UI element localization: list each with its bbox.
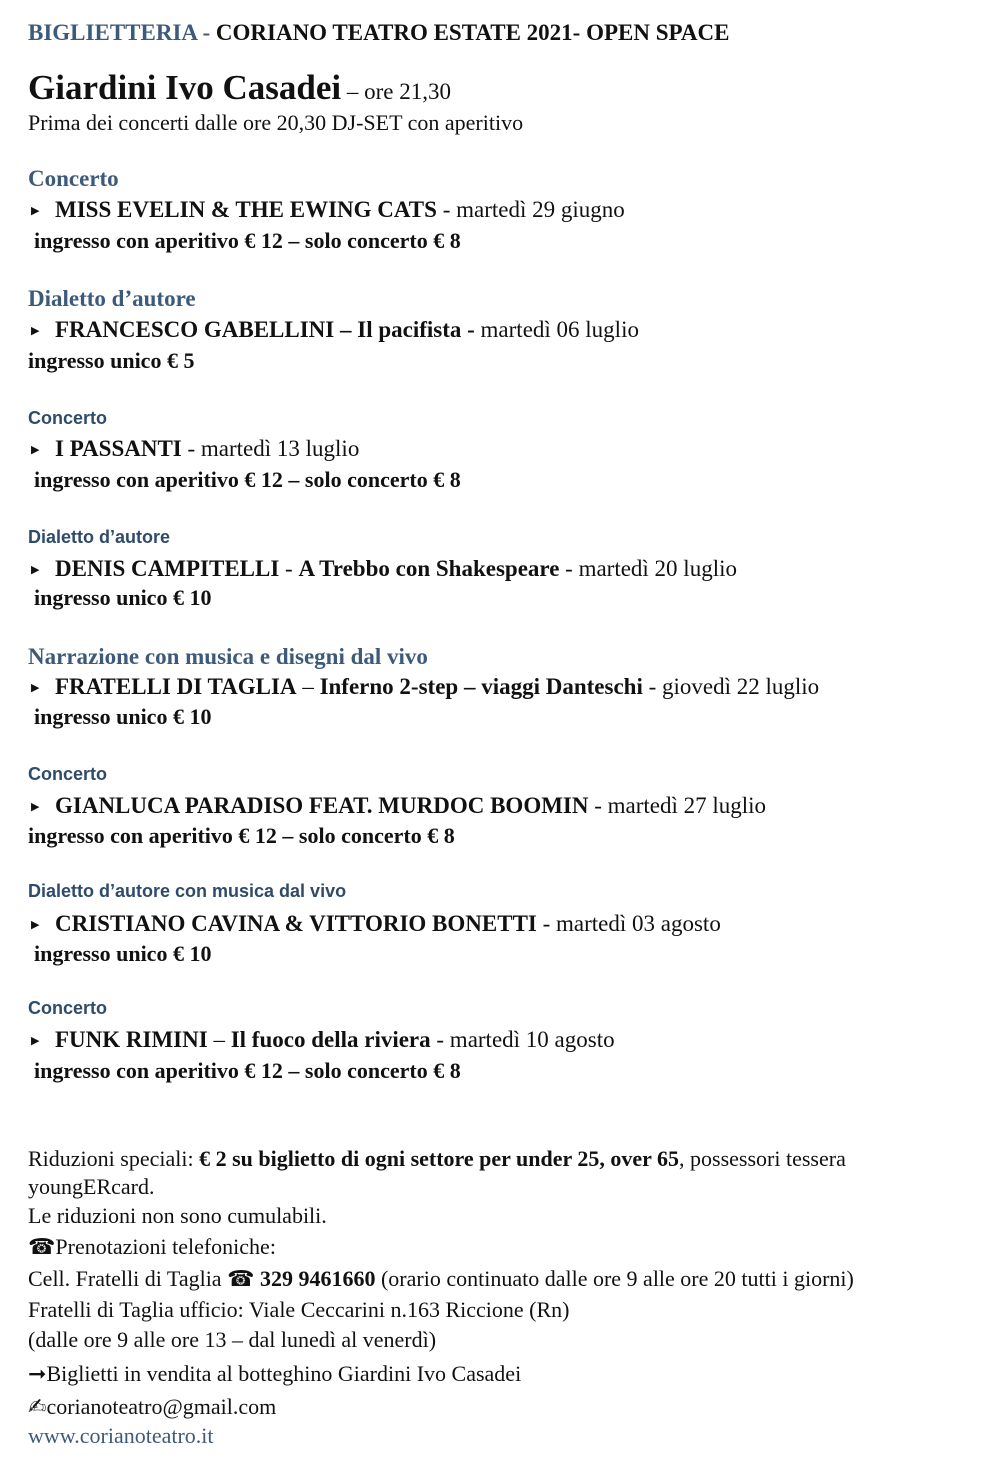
event-date: - martedì 27 luglio	[588, 793, 767, 818]
venue-name: Giardini Ivo Casadei	[28, 68, 342, 107]
event-line	[31, 911, 721, 937]
event-price: ingresso con aperitivo € 12 – solo concerto € 8	[34, 1058, 461, 1083]
event-category: Concerto	[28, 166, 119, 191]
event-date: - martedì 20 luglio	[559, 556, 737, 581]
event-show: Il fuoco della riviera	[230, 1027, 431, 1052]
phone-booking-line	[28, 1234, 276, 1260]
event-artist: FRANCESCO GABELLINI – Il pacifista -	[55, 317, 475, 342]
event-category: Concerto	[28, 408, 108, 428]
event-date: - martedì 10 agosto	[430, 1027, 615, 1052]
triangle-right-icon: ▶	[31, 1034, 40, 1047]
email-line	[28, 1394, 276, 1420]
triangle-right-icon: ▶	[31, 800, 40, 813]
event-price: ingresso unico € 10	[34, 941, 212, 966]
venue-title	[28, 68, 451, 108]
venue-subtitle: Prima dei concerti dalle ore 20,30 DJ-SET con aperitivo	[28, 110, 524, 135]
office-hours: (dalle ore 9 alle ore 13 – dal lunedì al venerdì)	[28, 1327, 437, 1352]
event-line	[31, 317, 639, 343]
office-line: Fratelli di Taglia ufficio: Viale Ceccarini n.163 Riccione (Rn)	[28, 1297, 570, 1322]
event-show: Inferno 2-step – viaggi Danteschi	[319, 674, 643, 699]
event-artist: DENIS CAMPITELLI	[55, 556, 280, 581]
event-line	[31, 1027, 615, 1053]
event-category: Dialetto d’autore	[28, 286, 196, 311]
website-link[interactable]: www.corianoteatro.it	[28, 1423, 214, 1448]
cell-number: 329 9461660	[259, 1266, 376, 1291]
event-line	[31, 197, 625, 223]
reductions-line	[28, 1146, 846, 1172]
pencil-icon: ✍	[28, 1395, 47, 1420]
telephone-icon: ☎	[28, 1235, 56, 1260]
event-date: martedì 06 luglio	[474, 317, 639, 342]
event-artist: FUNK RIMINI	[55, 1027, 208, 1052]
triangle-right-icon: ▶	[31, 443, 40, 456]
cell-hours: (orario continuato dalle ore 9 alle ore 20 tutti i giorni)	[375, 1266, 854, 1291]
event-artist: I PASSANTI	[55, 436, 182, 461]
page-header	[28, 20, 729, 46]
header-title: CORIANO TEATRO ESTATE 2021- OPEN SPACE	[215, 20, 730, 45]
event-category: Narrazione con musica e disegni dal vivo	[28, 644, 428, 669]
event-artist: GIANLUCA PARADISO FEAT. MURDOC BOOMIN	[55, 793, 589, 818]
event-price: ingresso con aperitivo € 12 – solo concerto € 8	[34, 467, 461, 492]
cell-line	[28, 1266, 854, 1292]
event-date: - martedì 03 agosto	[536, 911, 721, 936]
event-date: - martedì 13 luglio	[181, 436, 360, 461]
event-category: Dialetto d’autore	[28, 527, 171, 547]
event-category: Concerto	[28, 998, 108, 1018]
cell-label: Cell. Fratelli di Taglia	[28, 1266, 228, 1291]
triangle-right-icon: ▶	[31, 681, 40, 694]
event-line	[31, 556, 737, 582]
reductions-label: Riduzioni speciali:	[28, 1146, 200, 1171]
event-sep: –	[207, 1027, 231, 1052]
event-artist: MISS EVELIN & THE EWING CATS	[55, 197, 437, 222]
box-office-line	[28, 1361, 521, 1387]
event-show: A Trebbo con Shakespeare	[298, 556, 560, 581]
triangle-right-icon: ▶	[31, 918, 40, 931]
email[interactable]: corianoteatro@gmail.com	[46, 1394, 277, 1419]
event-sep: –	[296, 674, 320, 699]
event-price: ingresso con aperitivo € 12 – solo concerto € 8	[28, 823, 455, 848]
event-price: ingresso unico € 10	[34, 704, 212, 729]
event-line	[31, 793, 766, 819]
event-category: Dialetto d’autore con musica dal vivo	[28, 881, 347, 901]
not-cumulative: Le riduzioni non sono cumulabili.	[28, 1203, 327, 1228]
event-line	[31, 674, 819, 700]
triangle-right-icon: ▶	[31, 563, 40, 576]
reductions-bold: € 2 su biglietto di ogni settore per under 25, over 65	[199, 1146, 680, 1171]
phone-booking: Prenotazioni telefoniche:	[55, 1234, 276, 1259]
event-date: - martedì 29 giugno	[436, 197, 625, 222]
event-sep: -	[279, 556, 299, 581]
event-artist: CRISTIANO CAVINA & VITTORIO BONETTI	[55, 911, 537, 936]
event-category: Concerto	[28, 764, 108, 784]
triangle-right-icon: ▶	[31, 204, 40, 217]
event-price: ingresso unico € 5	[28, 348, 195, 373]
event-price: ingresso con aperitivo € 12 – solo concerto € 8	[34, 228, 461, 253]
telephone-icon: ☎	[227, 1267, 255, 1292]
event-date: - giovedì 22 luglio	[642, 674, 820, 699]
reductions-cont: youngERcard.	[28, 1174, 155, 1199]
event-artist: FRATELLI DI TAGLIA	[55, 674, 297, 699]
venue-time: – ore 21,30	[341, 79, 451, 104]
header-prefix: BIGLIETTERIA -	[28, 20, 216, 45]
event-price: ingresso unico € 10	[34, 585, 212, 610]
reductions-rest: , possessori tessera	[679, 1146, 846, 1171]
box-office: Biglietti in vendita al botteghino Giardini Ivo Casadei	[46, 1361, 522, 1386]
right-arrow-icon: ➞	[28, 1362, 47, 1387]
triangle-right-icon: ▶	[31, 324, 40, 337]
event-line	[31, 436, 359, 462]
